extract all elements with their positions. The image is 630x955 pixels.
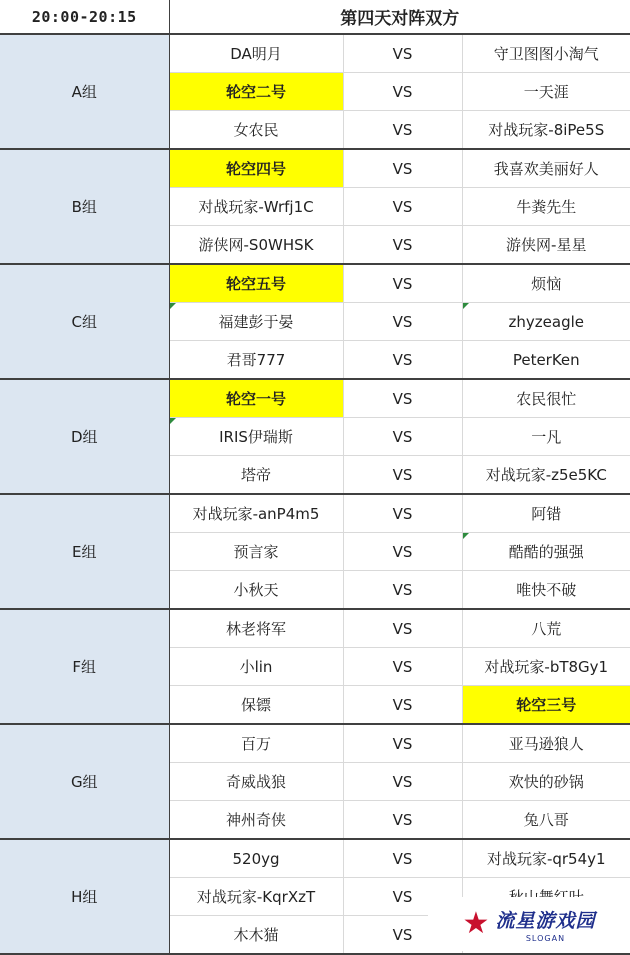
vs-label xyxy=(343,111,462,150)
group-label: D组 xyxy=(0,379,169,494)
player-right xyxy=(462,418,630,456)
player-right xyxy=(462,188,630,226)
vs-label-text: VS xyxy=(392,44,413,63)
vs-label xyxy=(343,609,462,648)
player-left-text: 福建彭于晏 xyxy=(218,313,294,331)
vs-label xyxy=(343,149,462,188)
vs-label xyxy=(343,73,462,111)
vs-label-text: VS xyxy=(392,810,413,829)
player-right-text: 亚马逊狼人 xyxy=(508,735,584,753)
player-right-text: 一凡 xyxy=(531,428,562,446)
player-left xyxy=(169,341,343,380)
player-left xyxy=(169,73,343,111)
group-label: G组 xyxy=(0,724,169,839)
player-right xyxy=(462,456,630,495)
player-left-text: 塔帝 xyxy=(240,466,271,484)
vs-label xyxy=(343,226,462,265)
player-right-text: 烦恼 xyxy=(531,275,562,293)
player-right xyxy=(462,341,630,380)
watermark-sub: SLOGAN xyxy=(525,933,566,943)
player-right xyxy=(462,379,630,418)
vs-label xyxy=(343,34,462,73)
watermark-logo xyxy=(428,897,630,951)
vs-label xyxy=(343,456,462,495)
vs-label-text: VS xyxy=(392,580,413,599)
player-right xyxy=(462,494,630,533)
player-left-text: 木木猫 xyxy=(233,926,279,944)
vs-label xyxy=(343,264,462,303)
vs-label-text: VS xyxy=(392,925,413,944)
player-right-text: 一天涯 xyxy=(523,83,569,101)
player-left-text: 轮空五号 xyxy=(225,275,286,293)
vs-label xyxy=(343,494,462,533)
player-left-text: 游侠网-S0WHSK xyxy=(198,236,314,254)
match-row xyxy=(0,839,630,878)
player-left-text: 轮空一号 xyxy=(225,390,286,408)
vs-label xyxy=(343,648,462,686)
player-left xyxy=(169,111,343,150)
player-left xyxy=(169,379,343,418)
player-right-text: 对战玩家-z5e5KC xyxy=(485,466,607,484)
player-left-text: 对战玩家-Wrfj1C xyxy=(198,198,314,216)
player-right xyxy=(462,264,630,303)
vs-label-text: VS xyxy=(392,887,413,906)
player-right xyxy=(462,724,630,763)
player-right-text: 酷酷的强强 xyxy=(508,543,584,561)
star-logo-icon: ★ xyxy=(462,906,490,941)
vs-label xyxy=(343,533,462,571)
vs-label-text: VS xyxy=(392,504,413,523)
vs-label xyxy=(343,379,462,418)
player-right xyxy=(462,801,630,840)
match-row xyxy=(0,149,630,188)
vs-label-text: VS xyxy=(392,274,413,293)
group-label: A组 xyxy=(0,34,169,149)
player-right-text: 兔八哥 xyxy=(523,811,569,829)
header-row xyxy=(0,0,630,34)
player-right-text: 游侠网-星星 xyxy=(506,236,587,254)
player-right xyxy=(462,839,630,878)
player-left xyxy=(169,533,343,571)
match-row xyxy=(0,264,630,303)
player-left-text: 轮空二号 xyxy=(225,83,286,101)
group-label: F组 xyxy=(0,609,169,724)
group-label: C组 xyxy=(0,264,169,379)
player-left-text: 520yg xyxy=(232,849,280,868)
group-label: H组 xyxy=(0,839,169,954)
vs-label-text: VS xyxy=(392,389,413,408)
player-left xyxy=(169,149,343,188)
vs-label-text: VS xyxy=(392,465,413,484)
player-left xyxy=(169,188,343,226)
player-left xyxy=(169,839,343,878)
match-row xyxy=(0,379,630,418)
vs-label xyxy=(343,418,462,456)
player-right-text: 欢快的砂锅 xyxy=(508,773,584,791)
player-right xyxy=(462,763,630,801)
player-left xyxy=(169,494,343,533)
vs-label-text: VS xyxy=(392,82,413,101)
vs-label-text: VS xyxy=(392,734,413,753)
player-left-text: 轮空四号 xyxy=(225,160,286,178)
group-label: E组 xyxy=(0,494,169,609)
player-left xyxy=(169,916,343,955)
player-left xyxy=(169,686,343,725)
vs-label xyxy=(343,303,462,341)
player-right-text: 轮空三号 xyxy=(516,696,577,714)
player-right-text: 我喜欢美丽好人 xyxy=(493,160,599,178)
player-left xyxy=(169,648,343,686)
player-right xyxy=(462,303,630,341)
page-title: 第四天对阵双方 xyxy=(169,0,630,34)
player-left-text: 对战玩家-anP4m5 xyxy=(192,505,320,523)
player-left xyxy=(169,609,343,648)
vs-label xyxy=(343,724,462,763)
vs-label-text: VS xyxy=(392,350,413,369)
player-right-text: 对战玩家-bT8Gy1 xyxy=(484,658,609,676)
vs-label-text: VS xyxy=(392,657,413,676)
match-row xyxy=(0,34,630,73)
player-right-text: zhyzeagle xyxy=(508,312,584,331)
player-left-text: 对战玩家-KqrXzT xyxy=(196,888,316,906)
vs-label-text: VS xyxy=(392,772,413,791)
player-right xyxy=(462,149,630,188)
player-left xyxy=(169,34,343,73)
player-right xyxy=(462,686,630,725)
vs-label-text: VS xyxy=(392,849,413,868)
vs-label-text: VS xyxy=(392,235,413,254)
match-row xyxy=(0,494,630,533)
player-left xyxy=(169,801,343,840)
player-right xyxy=(462,533,630,571)
player-left xyxy=(169,763,343,801)
vs-label-text: VS xyxy=(392,159,413,178)
player-left-text: 预言家 xyxy=(233,543,279,561)
player-right xyxy=(462,226,630,265)
player-right-text: 阿错 xyxy=(531,505,562,523)
player-left xyxy=(169,456,343,495)
player-left xyxy=(169,303,343,341)
player-left xyxy=(169,418,343,456)
note-marker-icon xyxy=(170,418,176,424)
match-row xyxy=(0,724,630,763)
player-left-text: IRIS伊瑞斯 xyxy=(219,428,293,446)
player-left-text: 小秋天 xyxy=(233,581,279,599)
vs-label xyxy=(343,839,462,878)
player-right-text: 牛粪先生 xyxy=(516,198,577,216)
player-right-text: 对战玩家-8iPe5S xyxy=(488,121,605,139)
vs-label-text: VS xyxy=(392,542,413,561)
player-left xyxy=(169,226,343,265)
player-left xyxy=(169,264,343,303)
player-left-text: 君哥777 xyxy=(226,351,286,369)
vs-label xyxy=(343,801,462,840)
player-right-text: 守卫图图小淘气 xyxy=(493,45,599,63)
player-left xyxy=(169,724,343,763)
vs-label-text: VS xyxy=(392,197,413,216)
vs-label-text: VS xyxy=(392,427,413,446)
player-left xyxy=(169,571,343,610)
note-marker-icon xyxy=(463,533,469,539)
vs-label-text: VS xyxy=(392,619,413,638)
player-right xyxy=(462,34,630,73)
note-marker-icon xyxy=(463,303,469,309)
note-marker-icon xyxy=(170,303,176,309)
group-label: B组 xyxy=(0,149,169,264)
player-right-text: 对战玩家-qr54y1 xyxy=(486,850,606,868)
player-right-text: PeterKen xyxy=(512,350,580,369)
player-right-text: 农民很忙 xyxy=(516,390,577,408)
player-right xyxy=(462,648,630,686)
time-slot: 20:00-20:15 xyxy=(0,0,169,34)
vs-label xyxy=(343,686,462,725)
vs-label-text: VS xyxy=(392,312,413,331)
player-left-text: 百万 xyxy=(240,735,271,753)
player-right-text: 唯快不破 xyxy=(516,581,577,599)
player-left-text: 保镖 xyxy=(240,696,271,714)
player-left-text: 小lin xyxy=(239,658,273,676)
vs-label xyxy=(343,763,462,801)
player-right xyxy=(462,571,630,610)
player-right xyxy=(462,111,630,150)
player-right xyxy=(462,609,630,648)
player-left xyxy=(169,878,343,916)
vs-label xyxy=(343,188,462,226)
player-left-text: 奇威战狼 xyxy=(225,773,286,791)
player-right xyxy=(462,73,630,111)
player-left-text: 林老将军 xyxy=(225,620,286,638)
vs-label xyxy=(343,341,462,380)
vs-label-text: VS xyxy=(392,695,413,714)
vs-label-text: VS xyxy=(392,120,413,139)
player-left-text: DA明月 xyxy=(230,45,282,63)
match-row xyxy=(0,609,630,648)
watermark-text: 流星游戏园 xyxy=(495,909,596,932)
player-left-text: 女农民 xyxy=(233,121,279,139)
player-right-text: 八荒 xyxy=(531,620,562,638)
player-left-text: 神州奇侠 xyxy=(225,811,286,829)
vs-label xyxy=(343,571,462,610)
